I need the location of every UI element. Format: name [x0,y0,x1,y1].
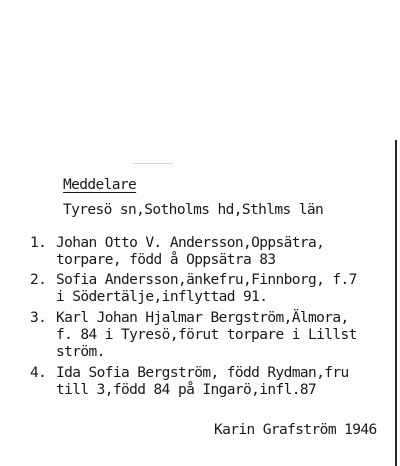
entry-line: torpare, född å Oppsätra 83 [56,252,276,268]
signature: Karin Grafström 1946 [214,422,377,438]
entry-number: 3. [30,310,47,326]
card-edge-line [395,140,397,466]
entry-line: ström. [56,344,105,360]
place-line: Tyresö sn,Sotholms hd,Sthlms län [63,202,324,218]
entry-line: f. 84 i Tyresö,förut torpare i Lillst [56,327,357,343]
entry-number: 4. [30,365,47,381]
heading: Meddelare [63,177,137,193]
entry-number: 1. [30,235,47,251]
entry-line: Johan Otto V. Andersson,Oppsätra, [56,235,325,251]
entry-line: till 3,född 84 på Ingarö,infl.87 [56,382,317,398]
faint-mark [133,163,173,164]
entry-line: i Södertälje,inflyttad 91. [56,289,268,305]
entry-line: Sofia Andersson,änkefru,Finnborg, f.7 [56,272,357,288]
entry-line: Karl Johan Hjalmar Bergström,Älmora, [56,310,349,326]
entry-number: 2. [30,272,47,288]
entry-line: Ida Sofia Bergström, född Rydman,fru [56,365,349,381]
